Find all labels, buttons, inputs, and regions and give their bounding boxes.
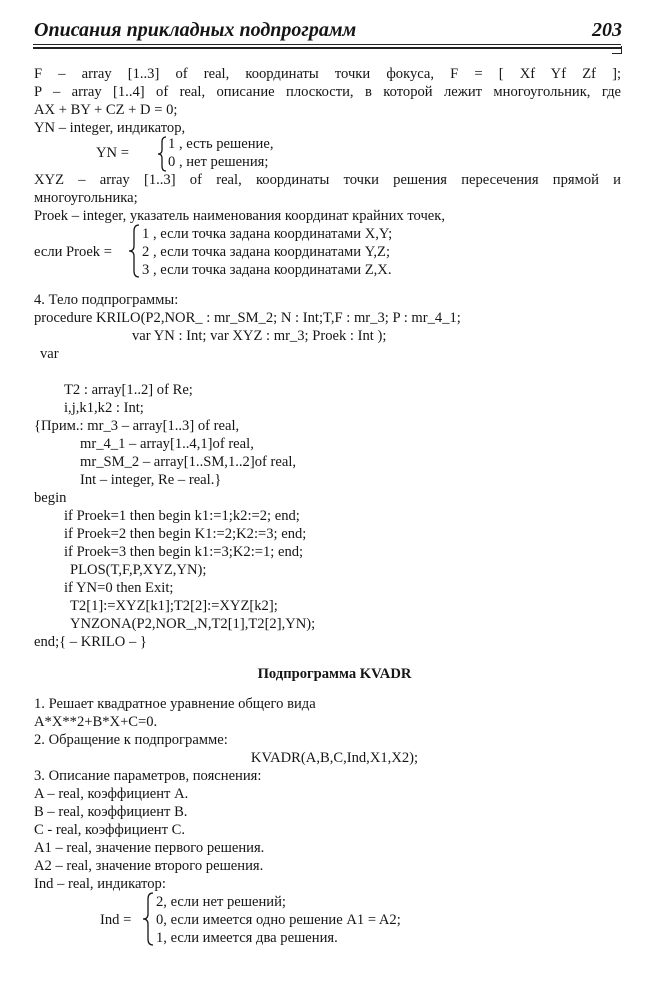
running-title: Описания прикладных подпрограмм — [34, 19, 357, 41]
kvadr-line: A – real, коэффициент A. — [34, 786, 189, 802]
header-rule-tick — [612, 46, 622, 54]
ind-brace — [142, 892, 154, 946]
code-line: end;{ – KRILO – } — [34, 634, 147, 650]
proek-case-2: 2 , если точка задана координатами Y,Z; — [142, 244, 391, 260]
proek-case-1: 1 , если точка задана координатами X,Y; — [142, 226, 393, 242]
param-xyz-line1: XYZ – array [1..3] of real, координаты точки решения пересечения прямой и — [34, 172, 621, 188]
code-line: i,j,k1,k2 : Int; — [64, 400, 144, 416]
kvadr-line: A2 – real, значение второго решения. — [34, 858, 264, 874]
param-p-line1: P – array [1..4] of real, описание плоскости, в которой лежит многоугольник, где — [34, 84, 621, 100]
param-proek: Proek – integer, указатель наименования координат крайних точек, — [34, 208, 446, 224]
code-line: if Proek=2 then begin K1:=2;K2:=3; end; — [64, 526, 307, 542]
kvadr-line: Ind – real, индикатор: — [34, 876, 166, 892]
ind-label: Ind = — [100, 912, 132, 928]
param-p-line2: AX + BY + CZ + D = 0; — [34, 102, 178, 118]
code-line: if Proek=1 then begin k1:=1;k2:=2; end; — [64, 508, 300, 524]
kvadr-line: B – real, коэффициент B. — [34, 804, 188, 820]
code-line: if YN=0 then Exit; — [64, 580, 174, 596]
code-line: var YN : Int; var XYZ : mr_3; Proek : Int ); — [132, 328, 387, 344]
kvadr-line: 3. Описание параметров, пояснения: — [34, 768, 262, 784]
param-xyz-line2: многоугольника; — [34, 190, 138, 206]
code-line: YNZONA(P2,NOR_,N,T2[1],T2[2],YN); — [70, 616, 316, 632]
kvadr-call: KVADR(A,B,C,Ind,X1,X2); — [250, 750, 419, 766]
yn-case-1: 1 , есть решение, — [168, 136, 274, 152]
yn-case-0: 0 , нет решения; — [168, 154, 269, 170]
code-line: var — [40, 346, 59, 362]
kvadr-line: 1. Решает квадратное уравнение общего вида — [34, 696, 316, 712]
code-line: mr_SM_2 – array[1..SM,1..2]of real, — [80, 454, 297, 470]
code-line: {Прим.: mr_3 – array[1..3] of real, — [34, 418, 240, 434]
kvadr-line: A1 – real, значение первого решения. — [34, 840, 265, 856]
proek-brace — [128, 224, 140, 278]
code-line: if Proek=3 then begin k1:=3;K2:=1; end; — [64, 544, 304, 560]
yn-brace — [157, 136, 167, 172]
code-line: T2 : array[1..2] of Re; — [64, 382, 193, 398]
code-line: Int – integer, Re – real.} — [80, 472, 222, 488]
proek-case-3: 3 , если точка задана координатами Z,X. — [142, 262, 392, 278]
kvadr-line: 2. Обращение к подпрограмме: — [34, 732, 228, 748]
ind-case-2: 2, если нет решений; — [156, 894, 286, 910]
kvadr-title: Подпрограмма KVADR — [257, 666, 412, 682]
ind-case-0: 0, если имеется одно решение A1 = A2; — [156, 912, 401, 928]
page-number: 203 — [592, 19, 622, 41]
code-line: mr_4_1 – array[1..4,1]of real, — [80, 436, 254, 452]
code-line: PLOS(T,F,P,XYZ,YN); — [70, 562, 207, 578]
kvadr-line: C - real, коэффициент C. — [34, 822, 186, 838]
proek-label: если Proek = — [34, 244, 112, 260]
param-f: F – array [1..3] of real, координаты точки фокуса, F = [ Xf Yf Zf ]; — [34, 66, 621, 82]
code-line: begin — [34, 490, 67, 506]
code-line: T2[1]:=XYZ[k1];T2[2]:=XYZ[k2]; — [70, 598, 278, 614]
param-yn: YN – integer, индикатор, — [34, 120, 186, 136]
header-rule — [33, 44, 621, 49]
yn-label: YN = — [96, 145, 129, 161]
ind-case-1: 1, если имеется два решения. — [156, 930, 338, 946]
body-heading: 4. Тело подпрограммы: — [34, 292, 179, 308]
kvadr-line: A*X**2+B*X+C=0. — [34, 714, 158, 730]
page-header — [34, 19, 622, 39]
code-line: procedure KRILO(P2,NOR_ : mr_SM_2; N : Int;T,F : mr_3; P : mr_4_1; — [34, 310, 461, 326]
